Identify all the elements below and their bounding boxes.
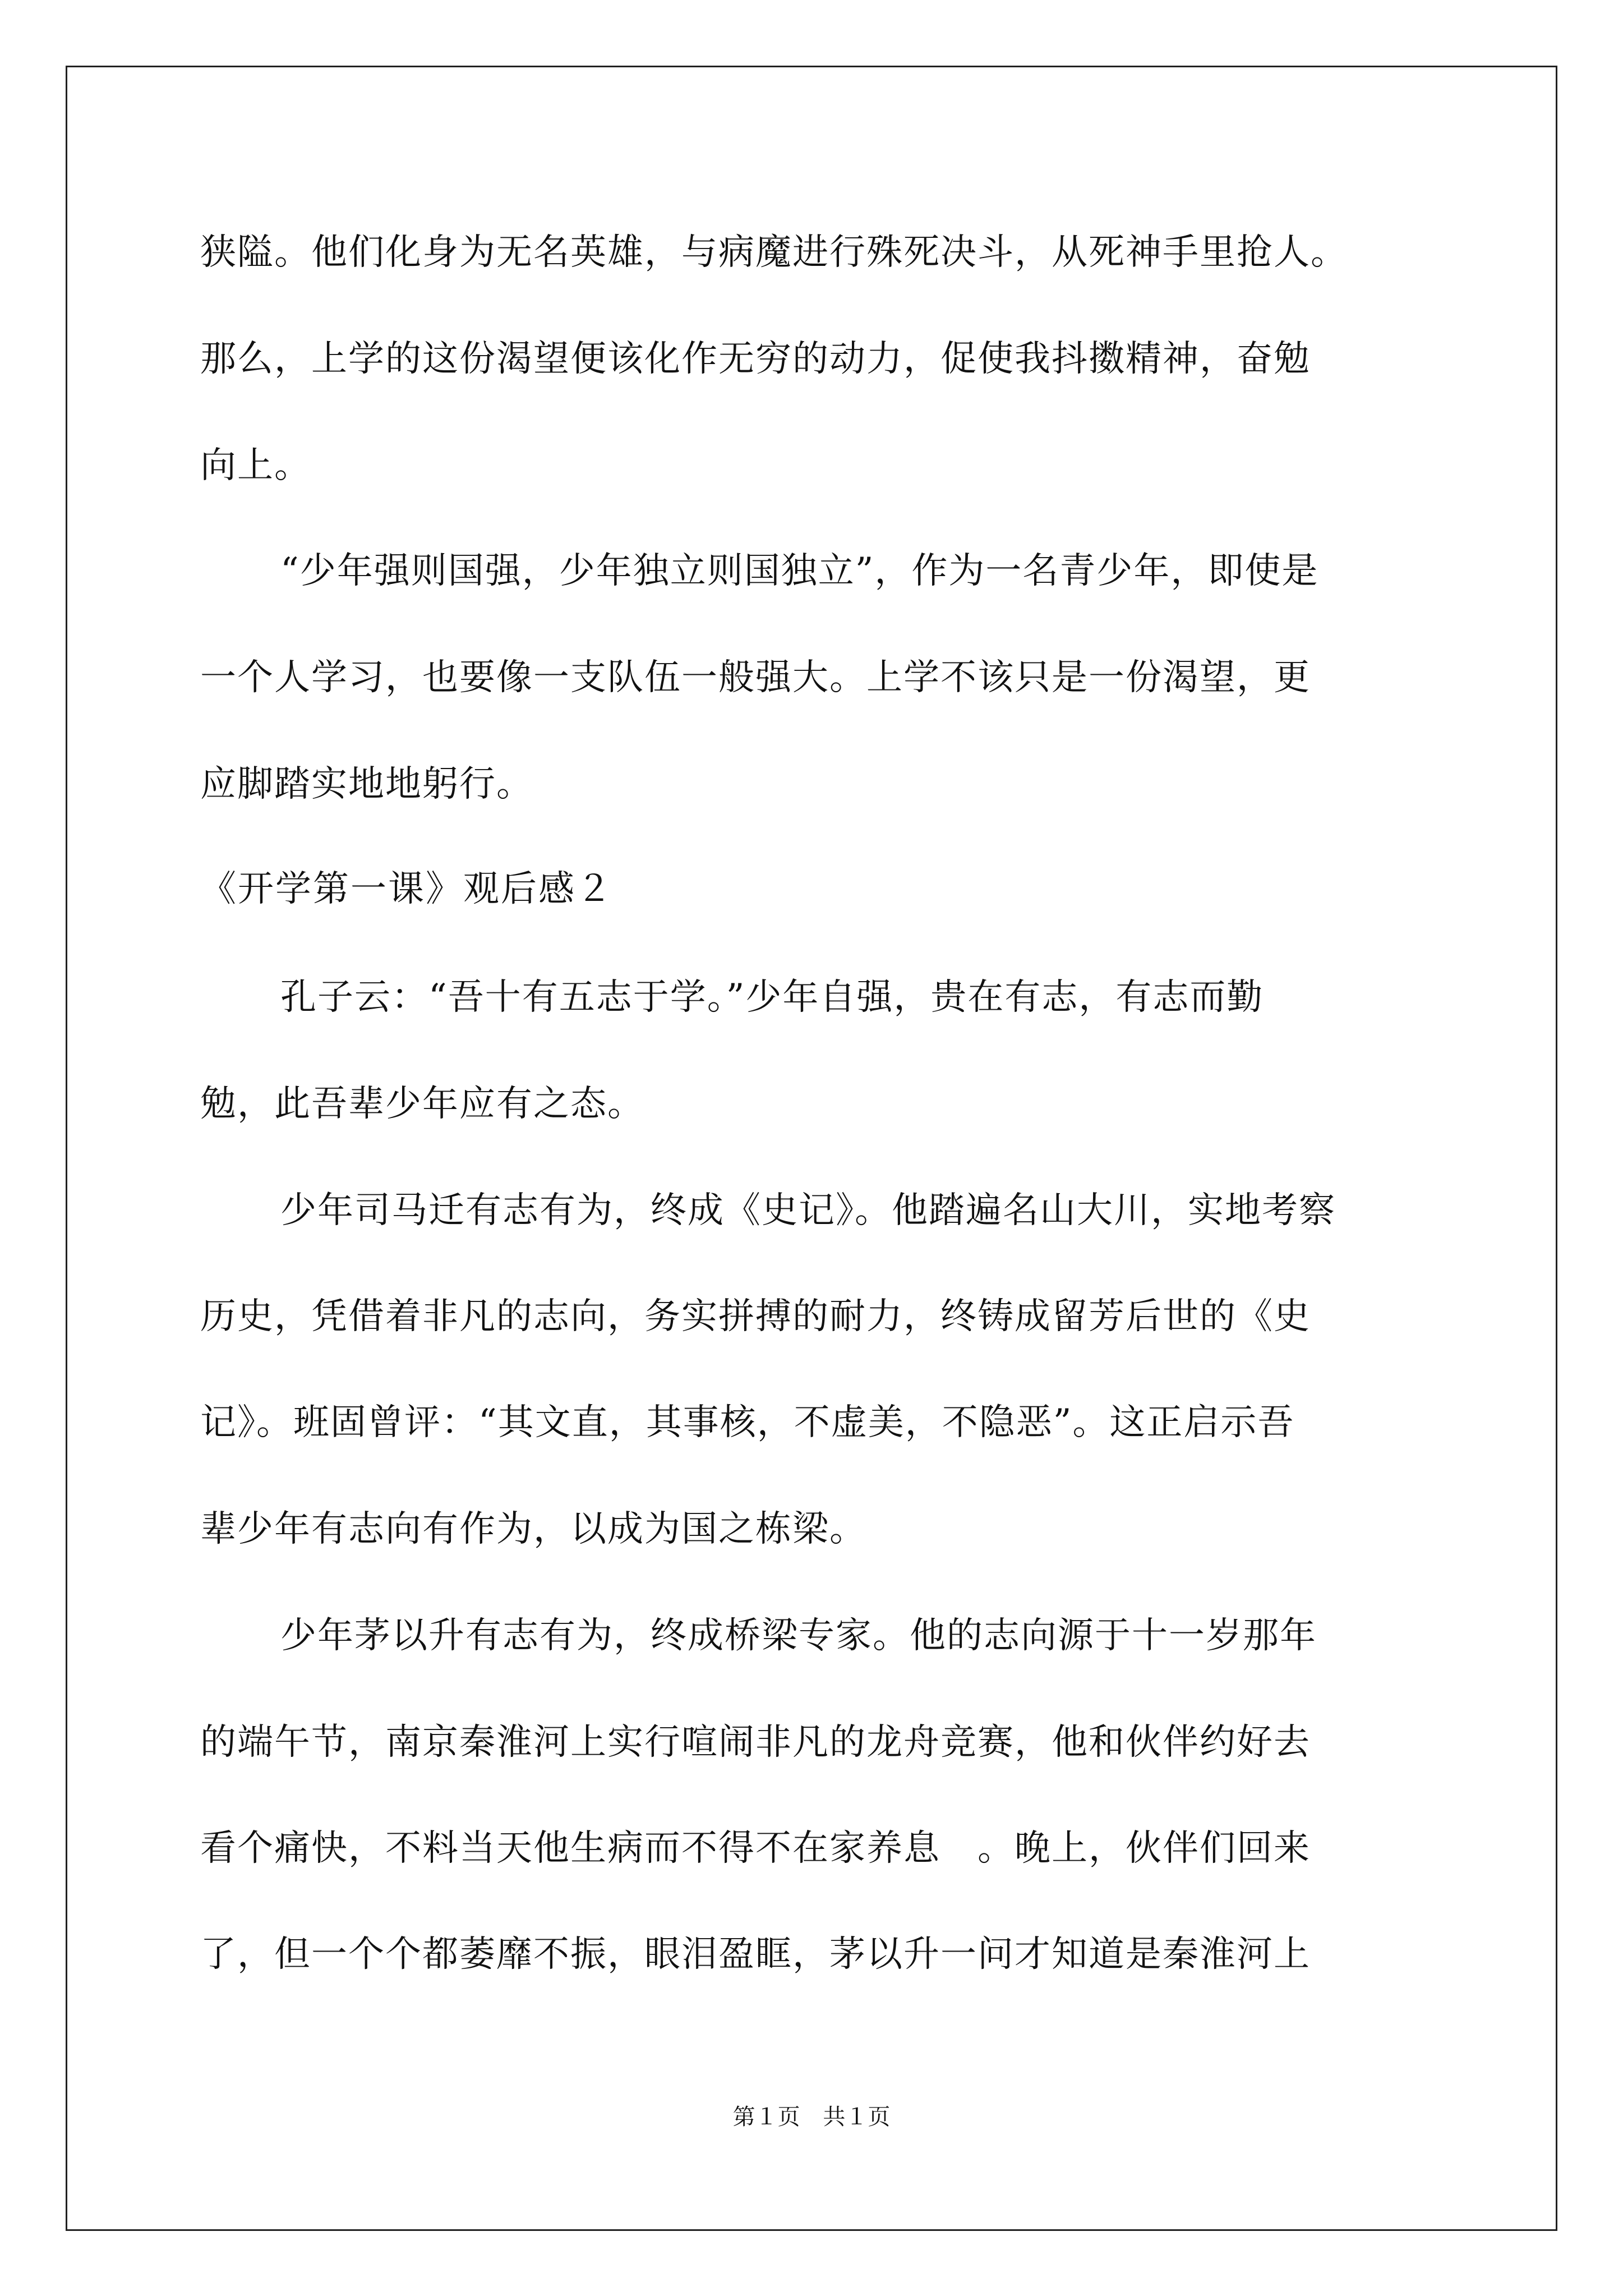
page-total: 共１页 (823, 2104, 891, 2130)
section-heading: 《开学第一课》观后感２ (200, 868, 614, 910)
paragraph-line: 向上。 (200, 445, 311, 486)
paragraph-line: 一个人学习，也要像一支队伍一般强大。上学不该只是一份渴望，更 (200, 657, 1311, 698)
paragraph-line: 应脚踏实地地躬行。 (200, 763, 533, 805)
paragraph-line: 狭隘。他们化身为无名英雄，与病魔进行殊死决斗，从死神手里抢人。 (200, 232, 1348, 273)
paragraph-line: 孔子云：“吾十有五志于学。”少年自强，贵在有志，有志而勤 (280, 977, 1264, 1018)
paragraph-line: 了，但一个个都萎靡不振，眼泪盈眶，茅以升一问才知道是秦淮河上 (200, 1934, 1311, 1975)
paragraph-line: 记》。班固曾评：“其文直，其事核，不虚美，不隐恶”。这正启示吾 (200, 1402, 1295, 1443)
page-frame (66, 66, 1557, 2231)
paragraph-line: “少年强则国强，少年独立则国独立”，作为一名青少年，即使是 (280, 550, 1319, 592)
paragraph-line: 少年茅以升有志有为，终成桥梁专家。他的志向源于十一岁那年 (280, 1615, 1317, 1657)
paragraph-line: 少年司马迁有志有为，终成《史记》。他踏遍名山大川，实地考察 (280, 1190, 1336, 1231)
paragraph-line: 勉，此吾辈少年应有之态。 (200, 1083, 644, 1125)
page-number: 第１页 (732, 2104, 800, 2130)
paragraph-line: 看个痛快，不料当天他生病而不得不在家养息 。晚上，伙伴们回来 (200, 1828, 1311, 1869)
paragraph-line: 辈少年有志向有作为，以成为国之栋梁。 (200, 1508, 866, 1550)
paragraph-line: 历史，凭借着非凡的志向，务实拼搏的耐力，终铸成留芳后世的《史 (200, 1296, 1311, 1337)
paragraph-line: 的端午节，南京秦淮河上实行喧闹非凡的龙舟竞赛，他和伙伴约好去 (200, 1722, 1311, 1763)
page-footer (0, 2104, 1623, 2131)
paragraph-line: 那么，上学的这份渴望便该化作无穷的动力，促使我抖擞精神，奋勉 (200, 338, 1311, 380)
